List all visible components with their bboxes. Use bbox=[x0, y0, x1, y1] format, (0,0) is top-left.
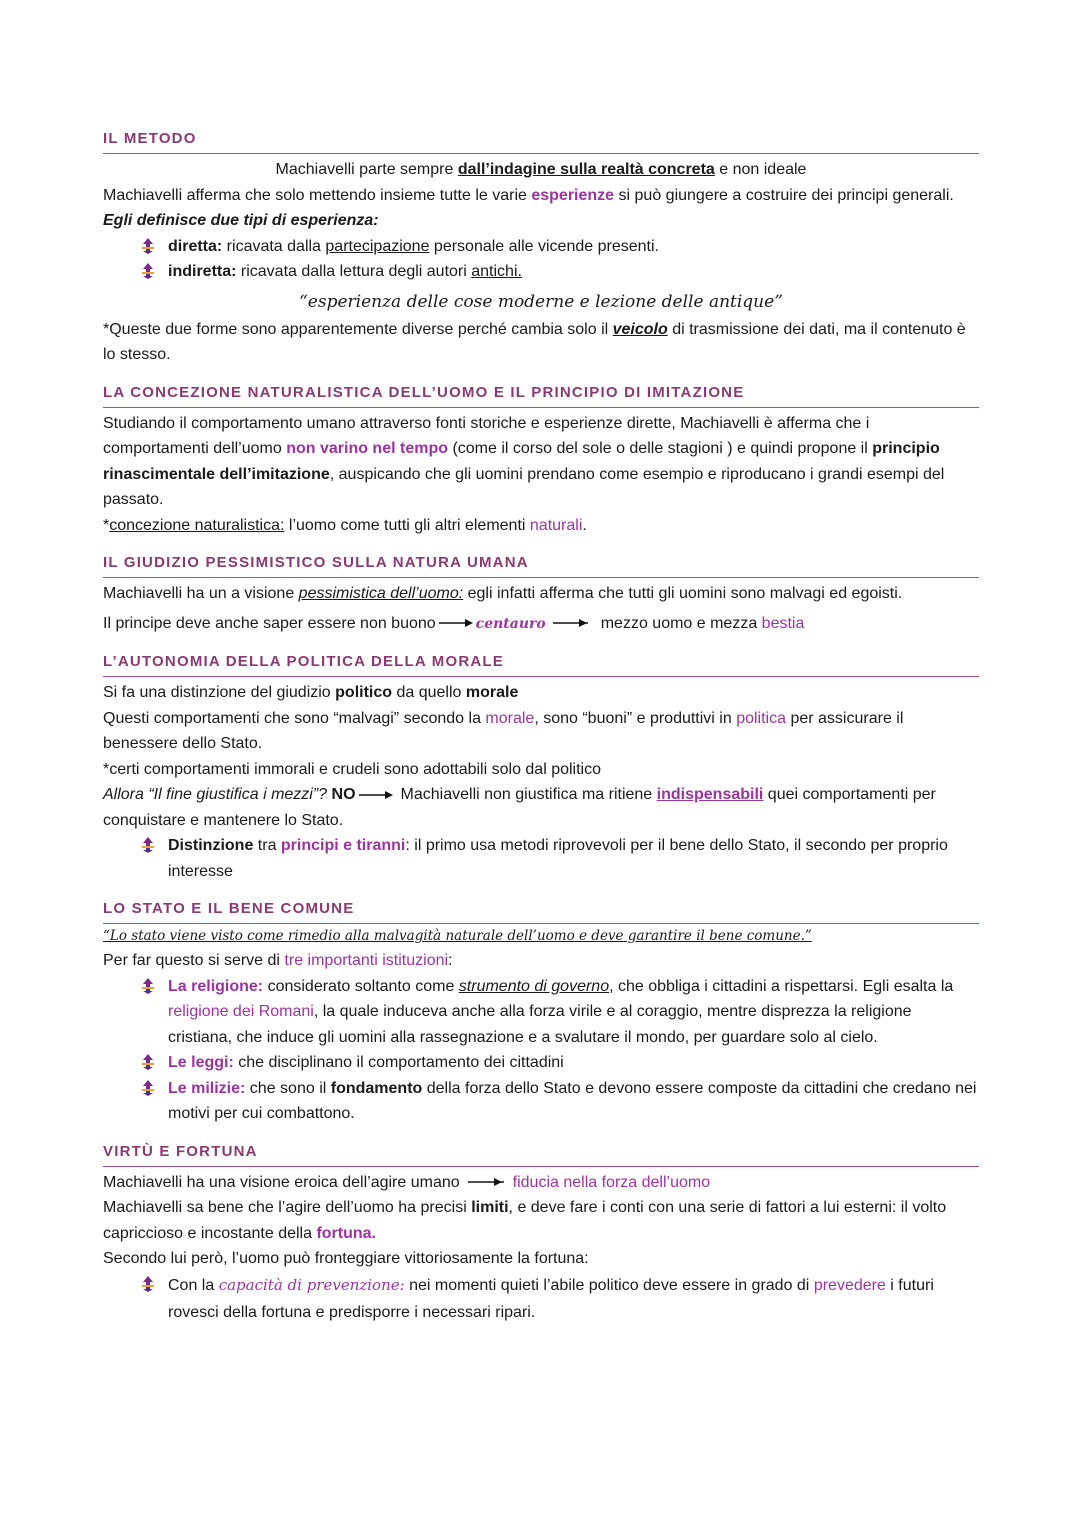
list-item bbox=[141, 1076, 979, 1127]
text: Machiavelli ha una visione eroica dell’agire umano bbox=[103, 1173, 460, 1191]
text: ricavata dalla bbox=[222, 237, 326, 255]
arrow-right-icon bbox=[359, 790, 393, 800]
keyword: capacità di prevenzione: bbox=[218, 1275, 405, 1294]
keyword: bestia bbox=[761, 614, 805, 632]
underlined-term: veicolo bbox=[612, 320, 668, 338]
text: considerato soltanto come bbox=[263, 977, 459, 995]
autonomia-p4 bbox=[103, 782, 979, 833]
metodo-note bbox=[103, 317, 979, 368]
arrow-bullet-icon bbox=[141, 977, 155, 995]
underlined-text: antichi. bbox=[471, 263, 522, 280]
list-item bbox=[141, 1272, 979, 1326]
arrow-bullet-icon bbox=[141, 237, 155, 255]
text: Machiavelli parte sempre bbox=[275, 161, 458, 178]
bold-text: principio rinascimentale dell’imitazione bbox=[103, 440, 940, 483]
section-title-stato: LO STATO E IL BENE COMUNE bbox=[103, 898, 979, 924]
bold-text: NO bbox=[327, 786, 356, 803]
concezione-paragraph bbox=[103, 411, 979, 513]
text: Machiavelli non giustifica ma ritiene bbox=[400, 786, 657, 803]
arrow-right-icon bbox=[549, 618, 591, 628]
text: (come il corso del sole o delle stagioni ) e quindi propone il bbox=[448, 440, 873, 457]
term: Le leggi: bbox=[168, 1054, 234, 1071]
metodo-intro bbox=[103, 157, 979, 183]
istituzioni-list bbox=[103, 974, 979, 1127]
virtu-p3: Secondo lui però, l’uomo può fronteggiare vittoriosamente la fortuna: bbox=[103, 1250, 589, 1267]
italic-text: Allora “Il fine giustifica i mezzi”? bbox=[103, 786, 328, 803]
giudizio-paragraph bbox=[103, 581, 979, 607]
esperienza-list bbox=[103, 234, 979, 285]
text: e non ideale bbox=[714, 161, 807, 178]
keyword: fortuna. bbox=[316, 1224, 376, 1242]
highlight-text: dall’indagine sulla realtà concreta bbox=[457, 161, 715, 178]
list-item bbox=[141, 259, 979, 285]
autonomia-p1 bbox=[103, 680, 979, 706]
text: egli infatti afferma che tutti gli uomini sono malvagi ed egoisti. bbox=[463, 585, 903, 602]
section-title-autonomia: L’AUTONOMIA DELLA POLITICA DELLA MORALE bbox=[103, 651, 979, 677]
concezione-note bbox=[103, 513, 979, 539]
underlined-text: strumento di governo bbox=[458, 977, 610, 995]
text: ricavata dalla lettura degli autori bbox=[236, 263, 472, 280]
text: della forza dello Stato e devono essere composte da cittadini che credano nei motivi per cui combattono. bbox=[168, 1079, 977, 1122]
distinzione-list bbox=[103, 833, 979, 884]
keyword: morale bbox=[485, 709, 535, 727]
section-title-metodo: IL METODO bbox=[103, 128, 979, 154]
underlined-text: pessimistica dell’uomo: bbox=[298, 585, 464, 602]
list-item bbox=[141, 234, 979, 260]
metodo-subheading: Egli definisce due tipi di esperienza: bbox=[103, 212, 379, 229]
keyword: principi e tiranni bbox=[280, 837, 406, 854]
text: da quello bbox=[392, 684, 466, 701]
text: *Queste due forme sono apparentemente diverse perché cambia solo il bbox=[103, 320, 613, 338]
text: , auspicando che gli uomini prendano come esempio e riproducano i grandi esempi del passato. bbox=[103, 465, 945, 508]
text: Questi comportamenti che sono “malvagi” secondo la bbox=[103, 709, 486, 727]
text: * bbox=[103, 516, 110, 534]
bold-text: politico bbox=[335, 684, 393, 701]
principe-line bbox=[103, 611, 979, 638]
text: si può giungere a costruire dei principi generali. bbox=[614, 186, 954, 204]
term: Le milizie: bbox=[168, 1079, 246, 1097]
document-page bbox=[103, 128, 979, 1326]
text: personale alle vicende presenti. bbox=[429, 237, 659, 255]
list-item bbox=[141, 1050, 979, 1076]
text: , che obbliga i cittadini a rispettarsi. Egli esalta la bbox=[609, 977, 954, 995]
section-title-giudizio: IL GIUDIZIO PESSIMISTICO SULLA NATURA UMANA bbox=[103, 552, 979, 578]
underlined-text: partecipazione bbox=[325, 237, 430, 255]
arrow-right-icon bbox=[463, 1177, 507, 1187]
keyword: non varino nel tempo bbox=[286, 440, 448, 457]
text: di trasmissione dei dati, ma il contenuto è lo stesso. bbox=[103, 320, 966, 363]
text: i futuri rovesci della fortuna e predisporre i necessari ripari. bbox=[168, 1276, 934, 1321]
text: : il primo usa metodi riprovevoli per il bene dello Stato, il secondo per proprio interesse bbox=[168, 837, 948, 880]
text: , sono “buoni” e produttivi in bbox=[534, 709, 737, 727]
arrow-bullet-icon bbox=[141, 1079, 155, 1097]
text: Si fa una distinzione del giudizio bbox=[103, 684, 336, 701]
text: Machiavelli sa bene che l’agire dell’uomo ha precisi bbox=[103, 1199, 472, 1216]
metodo-paragraph bbox=[103, 183, 979, 209]
text: . bbox=[582, 516, 587, 534]
arrow-bullet-icon bbox=[141, 1275, 155, 1293]
text: Machiavelli afferma che solo mettendo insieme tutte le varie bbox=[103, 186, 532, 204]
stato-p1 bbox=[103, 948, 979, 974]
keyword: prevedere bbox=[813, 1276, 886, 1294]
arrow-right-icon bbox=[439, 618, 473, 628]
stato-quote: “Lo stato viene visto come rimedio alla malvagità naturale dell’uomo e deve garantire il bene comune.” bbox=[103, 928, 812, 944]
virtu-p1 bbox=[103, 1170, 979, 1196]
text: l’uomo come tutti gli altri elementi bbox=[284, 516, 530, 534]
bold-text: limiti bbox=[471, 1199, 509, 1216]
text: quei comportamenti per conquistare e mantenere lo Stato. bbox=[103, 786, 936, 829]
list-item bbox=[141, 974, 979, 1051]
keyword: centauro bbox=[475, 615, 546, 632]
keyword: indispensabili bbox=[656, 786, 764, 803]
virtu-list bbox=[103, 1272, 979, 1326]
keyword: esperienze bbox=[531, 186, 615, 204]
text: che disciplinano il comportamento dei cittadini bbox=[233, 1054, 564, 1071]
text: Con la bbox=[168, 1276, 219, 1294]
section-title-virtu: VIRTÙ E FORTUNA bbox=[103, 1141, 979, 1167]
text: : bbox=[448, 952, 453, 969]
text: Studiando il comportamento umano attraverso fonti storiche e esperienze dirette, Machiavelli è afferma che i comportamenti dell’uomo bbox=[103, 414, 870, 457]
text: Machiavelli ha un a visione bbox=[103, 585, 299, 602]
text: mezzo uomo e mezza bbox=[600, 614, 762, 632]
text: nei momenti quieti l’abile politico deve essere in grado di bbox=[404, 1276, 814, 1294]
arrow-bullet-icon bbox=[141, 836, 155, 854]
keyword: fiducia nella forza dell’uomo bbox=[512, 1173, 711, 1191]
keyword: tre importanti istituzioni bbox=[284, 952, 449, 969]
arrow-bullet-icon bbox=[141, 1053, 155, 1071]
keyword: religione dei Romani bbox=[168, 1003, 314, 1020]
bold-text: fondamento bbox=[330, 1079, 423, 1097]
arrow-bullet-icon bbox=[141, 262, 155, 280]
text: Il principe deve anche saper essere non buono bbox=[103, 614, 436, 632]
section-title-concezione: LA CONCEZIONE NATURALISTICA DELL’UOMO E IL PRINCIPIO DI IMITAZIONE bbox=[103, 382, 979, 408]
keyword: politica bbox=[736, 709, 787, 727]
text: che sono il bbox=[245, 1079, 331, 1097]
autonomia-p2 bbox=[103, 706, 979, 757]
keyword: naturali bbox=[529, 516, 583, 534]
term: Distinzione bbox=[168, 837, 254, 854]
term: diretta: bbox=[168, 237, 223, 255]
list-item bbox=[141, 833, 979, 884]
term: La religione: bbox=[168, 977, 264, 995]
text: Per far questo si serve di bbox=[103, 952, 285, 969]
quote-esperienza: “esperienza delle cose moderne e lezione delle antique” bbox=[299, 291, 783, 312]
text: , e deve fare i conti con una serie di fattori a lui esterni: il volto capriccioso e incostante della bbox=[103, 1199, 947, 1242]
autonomia-note: *certi comportamenti immorali e crudeli sono adottabili solo dal politico bbox=[103, 760, 602, 778]
virtu-p2 bbox=[103, 1195, 979, 1246]
text: tra bbox=[253, 837, 281, 854]
bold-text: morale bbox=[465, 684, 519, 701]
text: per assicurare il benessere dello Stato. bbox=[103, 709, 904, 752]
underlined-text: concezione naturalistica: bbox=[109, 516, 285, 534]
text: , la quale induceva anche alla forza virile e al coraggio, mentre disprezza la religione cristiana, che induce gli uomini alla rassegnazione e a svalutare il mondo, per guardare solo al cielo. bbox=[168, 1003, 912, 1046]
term: indiretta: bbox=[168, 263, 237, 280]
